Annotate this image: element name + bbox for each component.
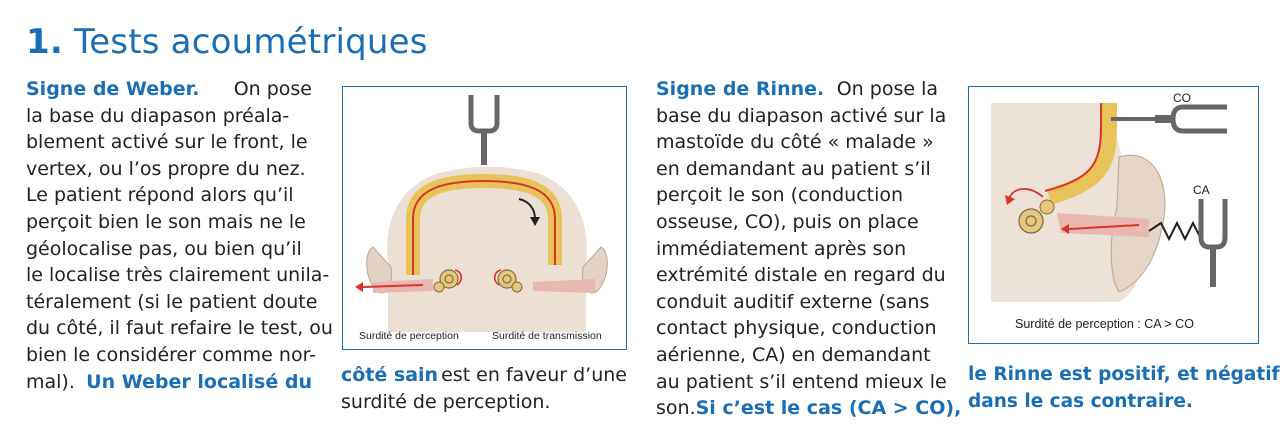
rinne-illustration — [969, 87, 1258, 343]
rinne-paragraph: Signe de Rinne. On pose la base du diapason activé sur la mastoïde du côté « malade » en demandant au patient s’il perçoit le son (conduction osseuse, CO), puis on place immédiatement après son extrémité distale en regard du conduit auditif externe (sans contact physique, conduction aérienne, CA) en demandant au patient s’il entend mieux le son. Si c’est le cas (CA > CO), — [656, 76, 938, 422]
weber-paragraph: Signe de Weber. On pose la base du diapason préala- blement activé sur le front, le vertex, ou l’os propre du nez. Le patient répond alors qu’il perçoit bien le son mais ne le géolocalise pas, ou bien qu’il le localise très clairement unila- téralement (si le patient doute du côté, il faut refaire le test, ou bien le considérer comme nor- mal). Un Weber localisé du — [26, 76, 312, 395]
ca-label: CA — [1193, 183, 1210, 197]
rinne-continuation: le Rinne est positif, et négatif dans le cas contraire. — [968, 364, 1280, 412]
weber-continuation: côté sain est en faveur d’une surdité de perception. — [341, 364, 627, 413]
figure1-caption-right: Surdité de transmission — [492, 330, 602, 342]
figure2-caption: Surdité de perception : CA > CO — [1015, 317, 1194, 331]
co-tuning-fork-icon — [1111, 107, 1227, 131]
rinne-title: Signe de Rinne. — [656, 78, 825, 100]
co-label: CO — [1173, 91, 1191, 105]
weber-illustration — [343, 87, 626, 349]
rinne-condition: Si c’est le cas (CA > CO), — [695, 397, 962, 420]
figure1-caption-left: Surdité de perception — [359, 330, 459, 342]
rinne-figure — [968, 86, 1259, 344]
weber-conclusion: Un Weber localisé du — [86, 370, 312, 393]
tuning-fork-icon — [471, 95, 497, 165]
ca-tuning-fork-icon — [1201, 199, 1225, 287]
weber-title: Signe de Weber. — [26, 78, 200, 100]
section-number: 1. — [26, 22, 63, 62]
weber-figure — [342, 86, 627, 350]
section-title — [26, 22, 428, 62]
section-title-text: Tests acoumétriques — [74, 22, 428, 62]
